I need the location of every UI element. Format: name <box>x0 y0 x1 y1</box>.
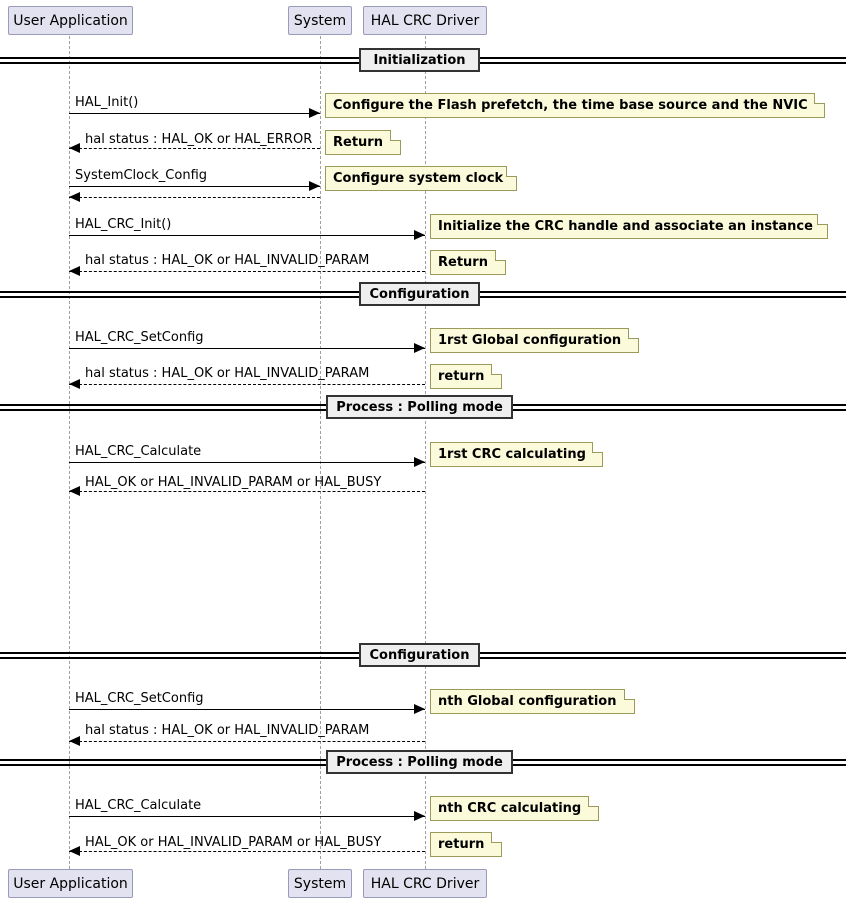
note-fold-corner-icon <box>817 214 828 225</box>
note-text-n7: return <box>438 369 485 384</box>
note-fold-corner-icon <box>628 328 639 339</box>
note-fold-corner-icon <box>491 832 502 843</box>
message-label-m9: HAL_CRC_Calculate <box>75 444 202 459</box>
arrowhead-m2 <box>69 143 80 153</box>
divider-label-d5: Process : Polling mode <box>326 750 513 774</box>
note-text-n5: Return <box>438 255 488 270</box>
note-n6 <box>430 328 639 353</box>
participant-footer-user[interactable]: User Application <box>8 869 133 898</box>
message-label-m3: SystemClock_Config <box>75 168 208 183</box>
note-fold-corner-icon <box>495 250 506 261</box>
note-fold-corner-icon <box>624 689 635 700</box>
note-text-n10: nth CRC calculating <box>438 801 582 816</box>
arrowhead-m9 <box>414 457 425 467</box>
message-label-m11: HAL_CRC_SetConfig <box>75 691 204 706</box>
divider-label-d1: Initialization <box>359 48 480 72</box>
note-n7 <box>430 364 502 389</box>
note-n10 <box>430 796 599 821</box>
lifeline-system <box>320 36 321 869</box>
note-n1 <box>325 93 825 118</box>
note-text-n4: Initialize the CRC handle and associate an instance <box>438 219 813 234</box>
arrowhead-m14 <box>69 846 80 856</box>
message-line-m4 <box>69 197 320 198</box>
note-n9 <box>430 689 635 714</box>
participant-header-system[interactable]: System <box>288 6 352 35</box>
message-label-m10: HAL_OK or HAL_INVALID_PARAM or HAL_BUSY <box>85 475 382 490</box>
message-line-m14 <box>69 851 425 852</box>
message-label-m1: HAL_Init() <box>75 95 139 110</box>
message-label-m6: hal status : HAL_OK or HAL_INVALID_PARAM <box>85 253 370 268</box>
note-text-n8: 1rst CRC calculating <box>438 447 586 462</box>
message-line-m3 <box>69 186 320 187</box>
participant-header-user[interactable]: User Application <box>8 6 133 35</box>
message-line-m7 <box>69 348 425 349</box>
message-label-m14: HAL_OK or HAL_INVALID_PARAM or HAL_BUSY <box>85 835 382 850</box>
note-n11 <box>430 832 502 857</box>
note-n2 <box>325 130 401 155</box>
message-label-m7: HAL_CRC_SetConfig <box>75 330 204 345</box>
participant-footer-hal[interactable]: HAL CRC Driver <box>363 869 487 898</box>
note-text-n11: return <box>438 837 485 852</box>
note-n5 <box>430 250 506 275</box>
arrowhead-m3 <box>309 181 320 191</box>
message-line-m11 <box>69 709 425 710</box>
arrowhead-m5 <box>414 230 425 240</box>
arrowhead-m4 <box>69 192 80 202</box>
arrowhead-m11 <box>414 704 425 714</box>
participant-footer-system[interactable]: System <box>288 869 352 898</box>
note-fold-corner-icon <box>588 796 599 807</box>
divider-label-d2: Configuration <box>359 282 480 306</box>
note-n8 <box>430 442 603 467</box>
message-line-m12 <box>69 741 425 742</box>
note-text-n3: Configure system clock <box>333 171 504 186</box>
message-label-m12: hal status : HAL_OK or HAL_INVALID_PARAM <box>85 723 370 738</box>
note-fold-corner-icon <box>491 364 502 375</box>
note-fold-corner-icon <box>592 442 603 453</box>
note-n3 <box>325 166 517 191</box>
note-fold-corner-icon <box>814 93 825 104</box>
message-label-m8: hal status : HAL_OK or HAL_INVALID_PARAM <box>85 366 370 381</box>
message-label-m5: HAL_CRC_Init() <box>75 217 172 232</box>
note-text-n2: Return <box>333 135 383 150</box>
note-text-n6: 1rst Global configuration <box>438 333 622 348</box>
message-line-m10 <box>69 491 425 492</box>
message-line-m8 <box>69 384 425 385</box>
note-fold-corner-icon <box>506 166 517 177</box>
arrowhead-m8 <box>69 379 80 389</box>
arrowhead-m1 <box>309 108 320 118</box>
note-n4 <box>430 214 828 239</box>
message-line-m1 <box>69 113 320 114</box>
message-line-m9 <box>69 462 425 463</box>
arrowhead-m12 <box>69 736 80 746</box>
message-line-m2 <box>69 148 320 149</box>
arrowhead-m6 <box>69 266 80 276</box>
divider-label-d4: Configuration <box>359 643 480 667</box>
message-label-m2: hal status : HAL_OK or HAL_ERROR <box>85 132 313 147</box>
note-fold-corner-icon <box>390 130 401 141</box>
arrowhead-m10 <box>69 486 80 496</box>
participant-header-hal[interactable]: HAL CRC Driver <box>363 6 487 35</box>
message-line-m13 <box>69 816 425 817</box>
arrowhead-m13 <box>414 811 425 821</box>
message-line-m6 <box>69 271 425 272</box>
note-text-n1: Configure the Flash prefetch, the time base source and the NVIC <box>333 98 808 113</box>
note-text-n9: nth Global configuration <box>438 694 617 709</box>
arrowhead-m7 <box>414 343 425 353</box>
message-line-m5 <box>69 235 425 236</box>
lifeline-hal <box>425 36 426 869</box>
message-label-m13: HAL_CRC_Calculate <box>75 798 202 813</box>
divider-label-d3: Process : Polling mode <box>326 395 513 419</box>
